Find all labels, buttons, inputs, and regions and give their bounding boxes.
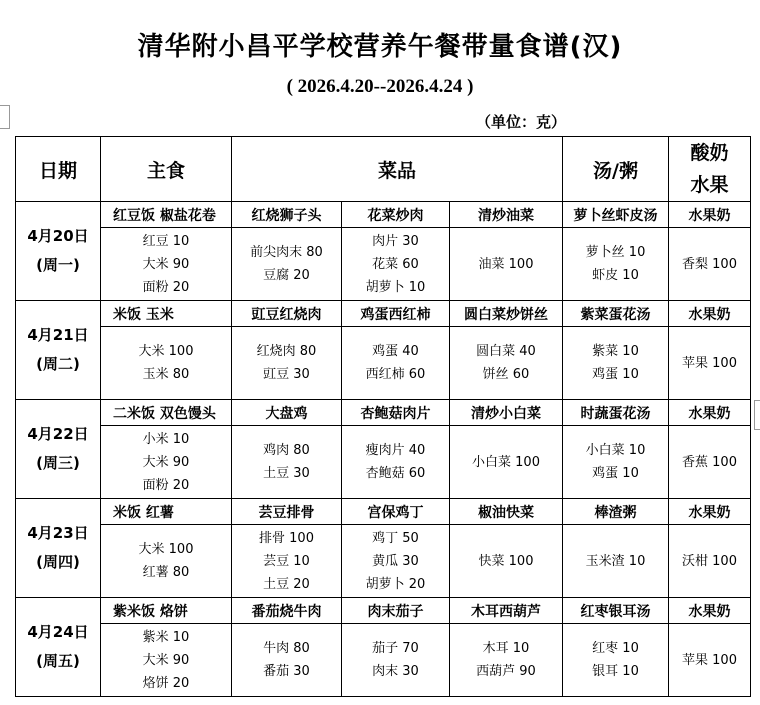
ingredient-line: 肉片 30 <box>372 233 419 249</box>
dish2-ingredients <box>342 426 450 499</box>
ingredient-line: 黄瓜 30 <box>372 553 419 569</box>
dish2-name: 宫保鸡丁 <box>342 499 450 525</box>
ingredient-line: 豇豆 30 <box>263 367 310 382</box>
ingredient-line: 大米 100 <box>138 542 194 557</box>
dish3-name: 椒油快菜 <box>450 499 563 525</box>
menu-table <box>15 136 751 697</box>
ingredient-line: 鸡肉 80 <box>263 443 310 458</box>
ingredient-line: 西红柿 60 <box>365 367 426 382</box>
staple-name: 二米饭 双色馒头 <box>101 400 232 426</box>
soup-ingredients <box>563 624 669 697</box>
day-dish-row <box>16 598 751 624</box>
dish3-name: 木耳西葫芦 <box>450 598 563 624</box>
soup-ingredients <box>563 228 669 301</box>
ingredient-line: 花菜 60 <box>372 256 419 272</box>
dish3-name: 清炒油菜 <box>450 202 563 228</box>
unit-label: （单位：克） <box>476 113 567 131</box>
ingredient-line: 鸡蛋 10 <box>592 367 639 382</box>
ingredient-line: 土豆 20 <box>263 576 310 592</box>
ingredient-line: 苹果 100 <box>682 652 737 668</box>
weekday-label: (周三) <box>36 454 80 472</box>
ingredient-line: 红豆 10 <box>142 233 190 249</box>
staple-ingredients <box>101 624 232 697</box>
date-cell <box>16 202 101 301</box>
weekday-label: (周一) <box>36 256 80 274</box>
ingredient-line: 小白菜 100 <box>472 454 540 470</box>
day-ingredient-row <box>16 327 751 400</box>
dish1-ingredients <box>232 624 342 697</box>
ingredient-line: 萝卜丝 10 <box>585 245 646 260</box>
ingredient-line: 银耳 10 <box>592 664 639 679</box>
day-ingredient-row <box>16 228 751 301</box>
weekday-label: (周五) <box>36 652 80 670</box>
dish2-name: 鸡蛋西红柿 <box>342 301 450 327</box>
header-soup: 汤/粥 <box>563 137 669 202</box>
ingredient-line: 排骨 100 <box>259 530 314 546</box>
weekday-label: (周四) <box>36 553 80 571</box>
fruit-ingredients <box>669 426 751 499</box>
ingredient-line: 香蕉 100 <box>682 454 737 470</box>
header-row <box>16 137 751 202</box>
day-ingredient-row <box>16 426 751 499</box>
ingredient-line: 玉米 80 <box>142 367 190 382</box>
ingredient-line: 苹果 100 <box>682 355 737 371</box>
ingredient-line: 土豆 30 <box>263 466 310 481</box>
ingredient-line: 鸡蛋 10 <box>592 466 639 481</box>
header-date: 日期 <box>16 137 101 202</box>
header-fruit: 水果 <box>690 174 729 196</box>
ingredient-line: 快菜 100 <box>478 553 534 569</box>
soup-name: 红枣银耳汤 <box>563 598 669 624</box>
staple-ingredients <box>101 426 232 499</box>
ingredient-line: 沃柑 100 <box>682 553 737 569</box>
dish1-name: 豇豆红烧肉 <box>232 301 342 327</box>
ingredient-line: 鸡丁 50 <box>372 530 419 546</box>
ingredient-line: 前尖肉末 80 <box>250 245 323 260</box>
soup-ingredients <box>563 426 669 499</box>
soup-name: 时蔬蛋花汤 <box>563 400 669 426</box>
day-dish-row <box>16 499 751 525</box>
dish3-ingredients <box>450 624 563 697</box>
dish1-name: 芸豆排骨 <box>232 499 342 525</box>
dish2-ingredients <box>342 327 450 400</box>
header-dishes: 菜品 <box>232 137 563 202</box>
dish1-ingredients <box>232 327 342 400</box>
fruit-name: 水果奶 <box>669 202 751 228</box>
ingredient-line: 烙饼 20 <box>142 675 190 691</box>
dish3-ingredients <box>450 525 563 598</box>
soup-name: 紫菜蛋花汤 <box>563 301 669 327</box>
ingredient-line: 鸡蛋 40 <box>372 344 419 359</box>
header-yogurt-fruit <box>669 137 751 202</box>
ingredient-line: 玉米渣 10 <box>585 553 646 569</box>
header-staple: 主食 <box>101 137 232 202</box>
staple-name: 米饭 红薯 <box>101 499 232 525</box>
dish2-name: 杏鲍菇肉片 <box>342 400 450 426</box>
date-range: ( 2026.4.20--2026.4.24 ) <box>286 76 474 97</box>
dish1-ingredients <box>232 228 342 301</box>
ingredient-line: 番茄 30 <box>263 664 310 679</box>
day-dish-row <box>16 301 751 327</box>
ingredient-line: 小白菜 10 <box>585 443 646 458</box>
ingredient-line: 紫米 10 <box>142 629 190 645</box>
ingredient-line: 香梨 100 <box>682 256 737 272</box>
ingredient-line: 牛肉 80 <box>263 641 310 656</box>
fruit-ingredients <box>669 525 751 598</box>
ingredient-line: 面粉 20 <box>142 477 190 493</box>
ingredient-line: 西葫芦 90 <box>476 664 536 679</box>
soup-name: 棒渣粥 <box>563 499 669 525</box>
fruit-ingredients <box>669 228 751 301</box>
ingredient-line: 豆腐 20 <box>263 268 310 283</box>
date-label: 4月23日 <box>27 524 89 542</box>
date-cell <box>16 301 101 400</box>
header-yogurt: 酸奶 <box>690 142 729 164</box>
ingredient-line: 圆白菜 40 <box>476 344 536 359</box>
day-dish-row <box>16 202 751 228</box>
staple-name: 紫米饭 烙饼 <box>101 598 232 624</box>
ingredient-line: 红薯 80 <box>142 565 190 580</box>
staple-name: 米饭 玉米 <box>101 301 232 327</box>
ingredient-line: 大米 90 <box>142 256 190 272</box>
fruit-name: 水果奶 <box>669 598 751 624</box>
ingredient-line: 肉末 30 <box>372 664 419 679</box>
soup-ingredients <box>563 525 669 598</box>
ingredient-line: 紫菜 10 <box>592 344 639 359</box>
date-label: 4月24日 <box>27 623 89 641</box>
dish3-name: 圆白菜炒饼丝 <box>450 301 563 327</box>
ingredient-line: 大米 90 <box>142 454 190 470</box>
ingredient-line: 油菜 100 <box>478 256 534 272</box>
date-cell <box>16 598 101 697</box>
soup-ingredients <box>563 327 669 400</box>
dish1-name: 大盘鸡 <box>232 400 342 426</box>
staple-ingredients <box>101 525 232 598</box>
fruit-name: 水果奶 <box>669 499 751 525</box>
dish3-ingredients <box>450 327 563 400</box>
date-label: 4月22日 <box>27 425 89 443</box>
ingredient-line: 小米 10 <box>142 431 190 447</box>
ingredient-line: 茄子 70 <box>372 641 419 656</box>
staple-name: 红豆饭 椒盐花卷 <box>101 202 232 228</box>
dish2-name: 肉末茄子 <box>342 598 450 624</box>
dish1-ingredients <box>232 525 342 598</box>
ingredient-line: 饼丝 60 <box>482 367 530 382</box>
ingredient-line: 胡萝卜 10 <box>365 279 426 295</box>
dish2-ingredients <box>342 228 450 301</box>
dish2-ingredients <box>342 624 450 697</box>
dish1-name: 红烧狮子头 <box>232 202 342 228</box>
day-ingredient-row <box>16 525 751 598</box>
ingredient-line: 虾皮 10 <box>592 268 639 283</box>
date-cell <box>16 400 101 499</box>
day-ingredient-row <box>16 624 751 697</box>
dish3-name: 清炒小白菜 <box>450 400 563 426</box>
date-label: 4月21日 <box>27 326 89 344</box>
fruit-name: 水果奶 <box>669 400 751 426</box>
staple-ingredients <box>101 327 232 400</box>
ingredient-line: 杏鲍菇 60 <box>365 466 426 481</box>
ingredient-line: 红枣 10 <box>592 641 639 656</box>
ingredient-line: 大米 90 <box>142 652 190 668</box>
fruit-ingredients <box>669 327 751 400</box>
ingredient-line: 木耳 10 <box>482 641 530 656</box>
left-edge-handle <box>0 105 10 129</box>
soup-name: 萝卜丝虾皮汤 <box>563 202 669 228</box>
ingredient-line: 红烧肉 80 <box>256 344 317 359</box>
right-edge-handle <box>754 400 760 430</box>
weekday-label: (周二) <box>36 355 80 373</box>
ingredient-line: 芸豆 10 <box>263 553 310 569</box>
date-label: 4月20日 <box>27 227 89 245</box>
page-title: 清华附小昌平学校营养午餐带量食谱(汉) <box>137 32 623 62</box>
dish2-name: 花菜炒肉 <box>342 202 450 228</box>
date-cell <box>16 499 101 598</box>
day-dish-row <box>16 400 751 426</box>
fruit-ingredients <box>669 624 751 697</box>
staple-ingredients <box>101 228 232 301</box>
dish1-ingredients <box>232 426 342 499</box>
ingredient-line: 瘦肉片 40 <box>365 443 426 458</box>
dish3-ingredients <box>450 228 563 301</box>
ingredient-line: 胡萝卜 20 <box>365 576 426 592</box>
dish3-ingredients <box>450 426 563 499</box>
dish1-name: 番茄烧牛肉 <box>232 598 342 624</box>
dish2-ingredients <box>342 525 450 598</box>
ingredient-line: 大米 100 <box>138 344 194 359</box>
fruit-name: 水果奶 <box>669 301 751 327</box>
ingredient-line: 面粉 20 <box>142 279 190 295</box>
